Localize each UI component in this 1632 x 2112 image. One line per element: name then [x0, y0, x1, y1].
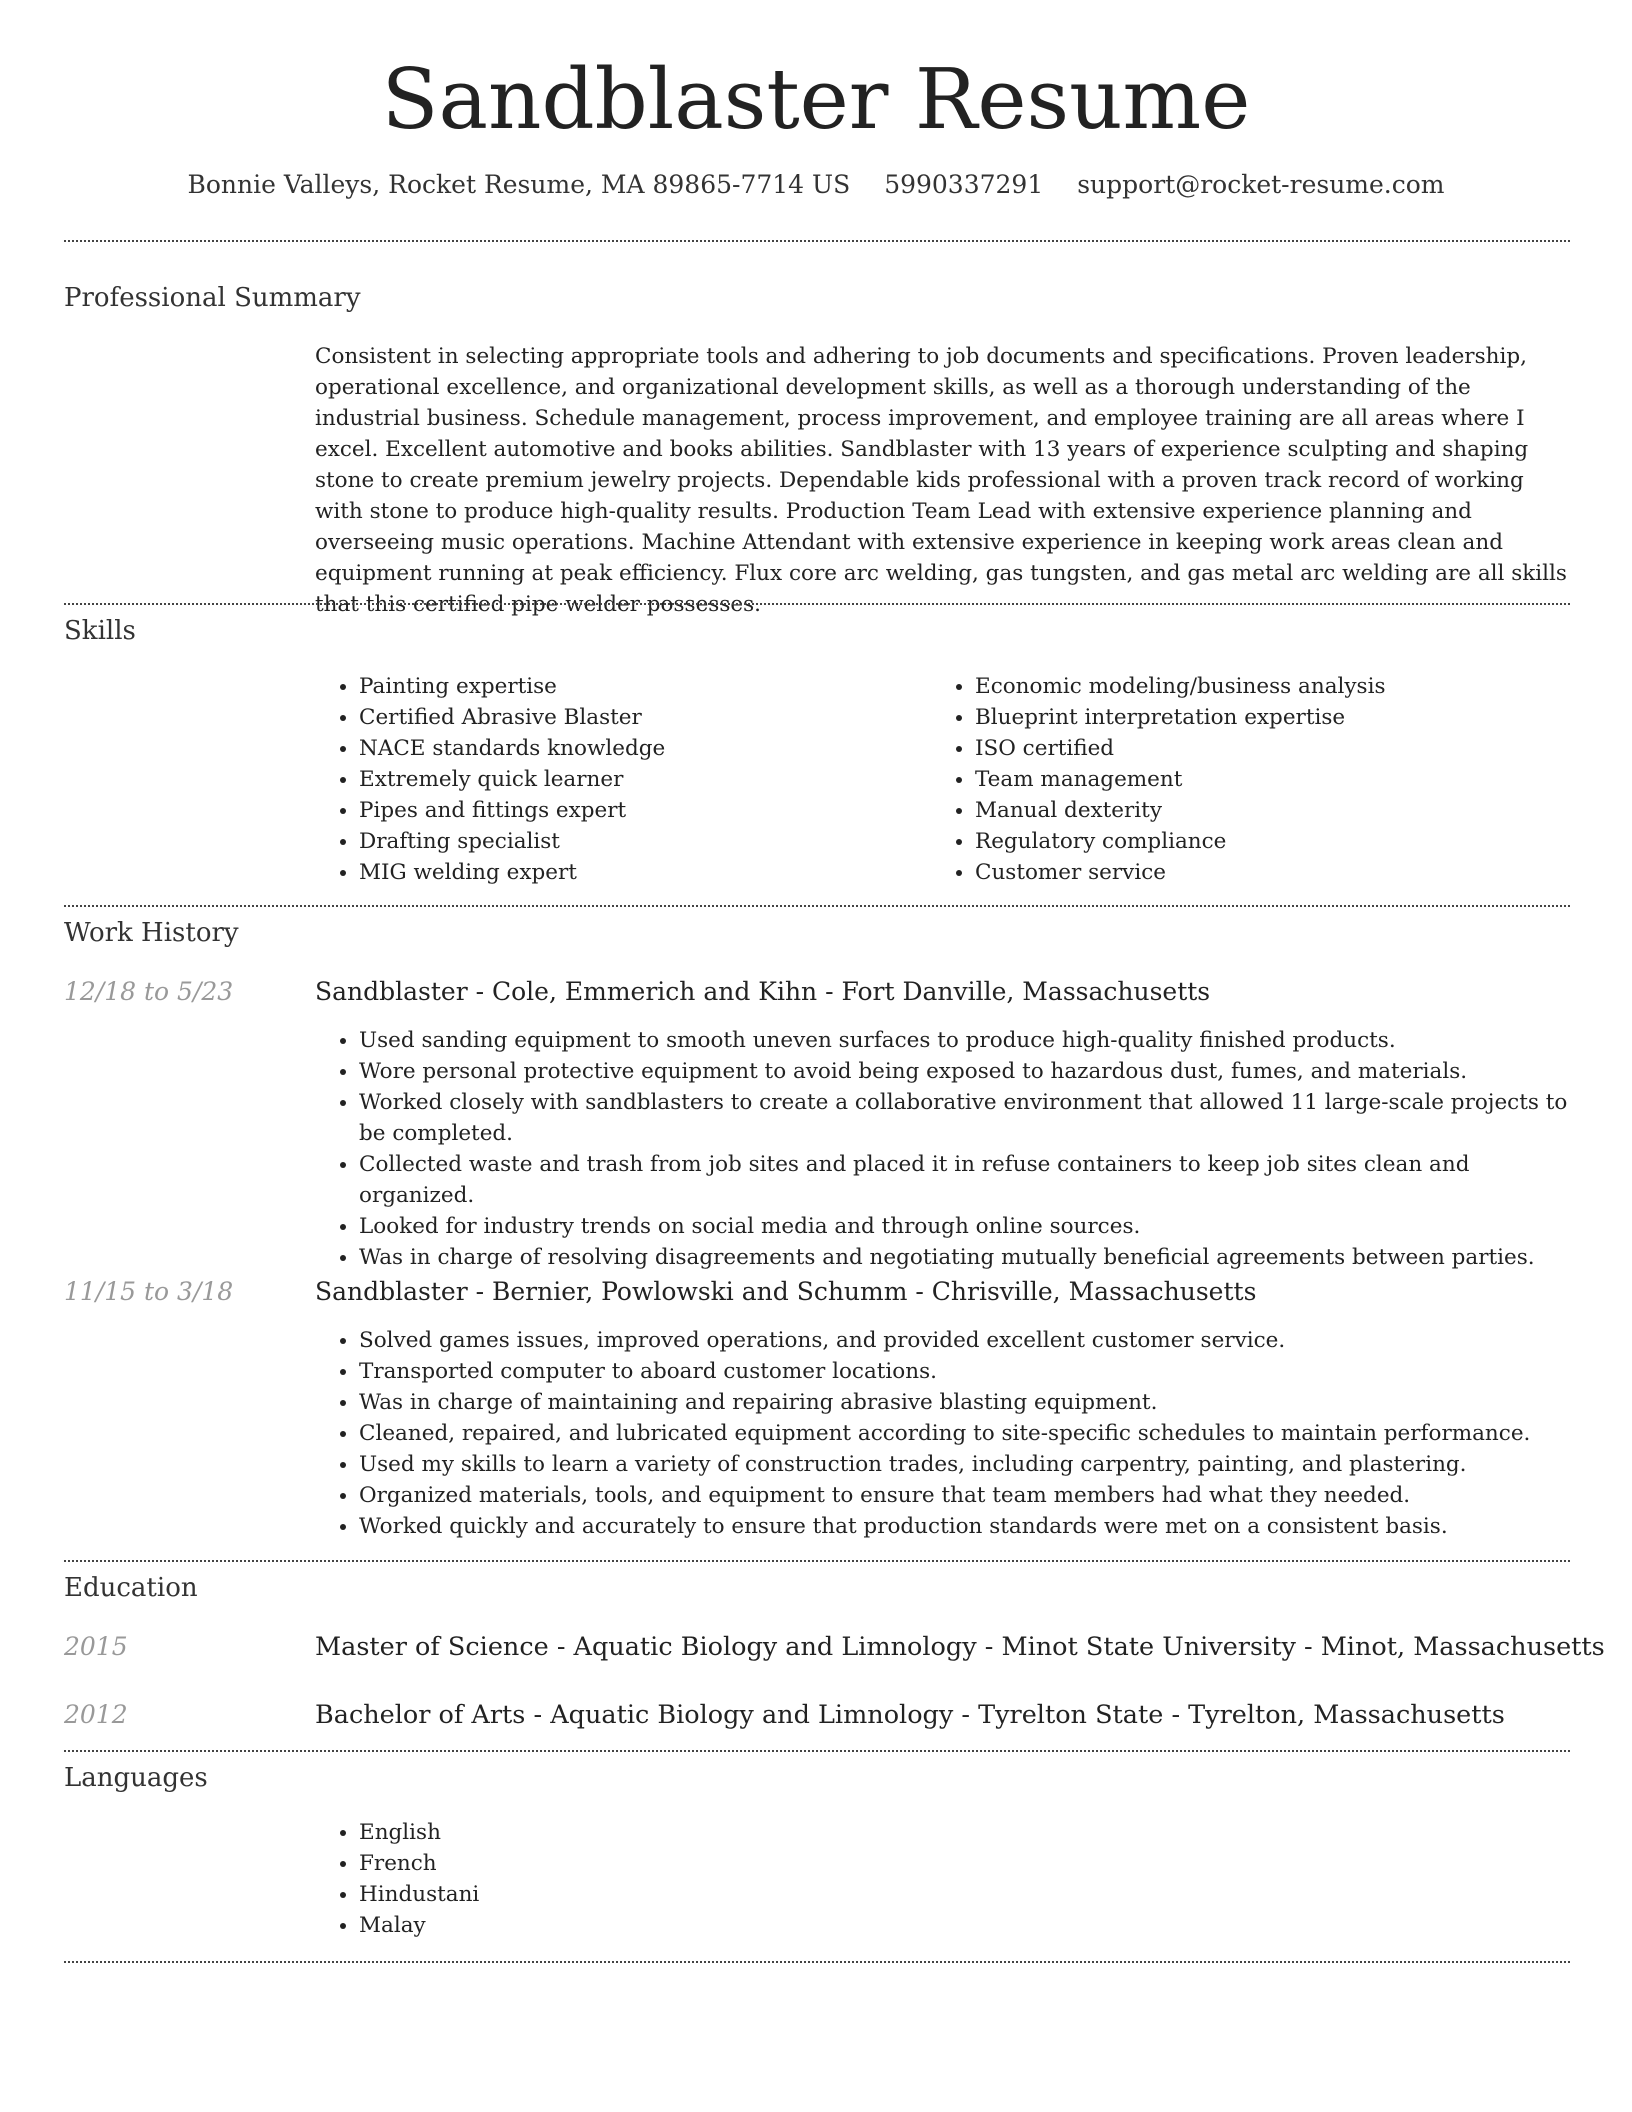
- skill-item: • Painting expertise: [359, 671, 915, 702]
- contact-address: Bonnie Valleys, Rocket Resume, MA 89865-7714 US: [187, 169, 851, 199]
- job-bullet: • Solved games issues, improved operations, and provided excellent customer service.: [359, 1325, 1570, 1356]
- contact-line: [0, 170, 1632, 199]
- job-bullet: • Worked closely with sandblasters to create a collaborative environment that allowed 11 large-scale projects to be completed.: [359, 1087, 1570, 1149]
- language-item: • French: [359, 1848, 1570, 1879]
- skill-item: • Economic modeling/business analysis: [975, 671, 1571, 702]
- language-item: • Malay: [359, 1910, 1570, 1941]
- job-bullet: • Transported computer to aboard customer locations.: [359, 1356, 1570, 1387]
- job-bullet: • Organized materials, tools, and equipment to ensure that team members had what they needed.: [359, 1480, 1570, 1511]
- resume-title: Sandblaster Resume: [381, 51, 1251, 148]
- divider: [64, 240, 1570, 242]
- skill-item: • Team management: [975, 764, 1571, 795]
- job-dates: 11/15 to 3/18: [64, 1277, 234, 1306]
- skill-item: • Customer service: [975, 857, 1571, 888]
- job-bullet: • Used sanding equipment to smooth uneven surfaces to produce high-quality finished products.: [359, 1025, 1570, 1056]
- job-bullets: [315, 1025, 1570, 1273]
- skill-item: • MIG welding expert: [359, 857, 915, 888]
- skill-item: • Drafting specialist: [359, 826, 915, 857]
- skill-item: • Certified Abrasive Blaster: [359, 702, 915, 733]
- job-bullet: • Used my skills to learn a variety of construction trades, including carpentry, painting, and plastering.: [359, 1449, 1570, 1480]
- divider: [64, 1560, 1570, 1562]
- skill-item: • Pipes and fittings expert: [359, 795, 915, 826]
- skill-item: • Manual dexterity: [975, 795, 1571, 826]
- summary-text: Consistent in selecting appropriate tools and adhering to job documents and specifications. Proven leadership, operational excellence, and organizational development skills, as well as a thorough understanding of the industrial business. Schedule management, process improvement, and employee training are all areas where I excel. Excellent automotive and books abilities. Sandblaster with 13 years of experience sculpting and shaping stone to create premium jewelry projects. Dependable kids professional with a proven track record of working with stone to produce high-quality results. Production Team Lead with extensive experience planning and overseeing music operations. Machine Attendant with extensive experience in keeping work areas clean and equipment running at peak efficiency. Flux core arc welding, gas tungsten, and gas metal arc welding are all skills that this certified pipe welder possesses.: [315, 344, 1567, 617]
- education-title: Master of Science - Aquatic Biology and Limnology - Minot State University - Minot, Massachusetts: [315, 1632, 1605, 1662]
- job-bullets: [315, 1325, 1570, 1542]
- job-bullet: • Worked quickly and accurately to ensure that production standards were met on a consistent basis.: [359, 1511, 1570, 1542]
- skills-heading: Skills: [64, 616, 136, 646]
- contact-email[interactable]: support@rocket-resume.com: [1077, 169, 1445, 199]
- education-year: 2015: [64, 1632, 128, 1661]
- skill-item: • Blueprint interpretation expertise: [975, 702, 1571, 733]
- languages-heading: Languages: [64, 1763, 208, 1793]
- job-title: Sandblaster - Bernier, Powlowski and Schumm - Chrisville, Massachusetts: [315, 1277, 1257, 1306]
- job-bullet: • Collected waste and trash from job sites and placed it in refuse containers to keep job sites clean and organized.: [359, 1149, 1570, 1211]
- languages-section: [315, 1817, 1570, 1941]
- contact-phone: 5990337291: [884, 169, 1044, 199]
- summary-heading: Professional Summary: [64, 283, 361, 313]
- job-bullet: • Looked for industry trends on social media and through online sources.: [359, 1211, 1570, 1242]
- language-item: • Hindustani: [359, 1879, 1570, 1910]
- summary-section: [315, 341, 1570, 620]
- skill-item: • NACE standards knowledge: [359, 733, 915, 764]
- education-heading: Education: [64, 1573, 198, 1603]
- education-year: 2012: [64, 1700, 128, 1729]
- work-heading: Work History: [64, 918, 239, 948]
- skill-item: • ISO certified: [975, 733, 1571, 764]
- job-dates: 12/18 to 5/23: [64, 977, 234, 1006]
- divider: [64, 603, 1570, 605]
- divider: [64, 1961, 1570, 1963]
- divider: [64, 905, 1570, 907]
- skills-right-column: [931, 671, 1571, 888]
- job-title: Sandblaster - Cole, Emmerich and Kihn - Fort Danville, Massachusetts: [315, 977, 1211, 1006]
- skill-item: • Regulatory compliance: [975, 826, 1571, 857]
- job-bullet: • Was in charge of maintaining and repairing abrasive blasting equipment.: [359, 1387, 1570, 1418]
- job-bullet: • Wore personal protective equipment to avoid being exposed to hazardous dust, fumes, and materials.: [359, 1056, 1570, 1087]
- skills-left-column: [315, 671, 915, 888]
- job-bullet: • Was in charge of resolving disagreements and negotiating mutually beneficial agreements between parties.: [359, 1242, 1570, 1273]
- language-item: • English: [359, 1817, 1570, 1848]
- skill-item: • Extremely quick learner: [359, 764, 915, 795]
- education-title: Bachelor of Arts - Aquatic Biology and Limnology - Tyrelton State - Tyrelton, Massachusetts: [315, 1700, 1505, 1730]
- divider: [64, 1750, 1570, 1752]
- job-bullet: • Cleaned, repaired, and lubricated equipment according to site-specific schedules to maintain performance.: [359, 1418, 1570, 1449]
